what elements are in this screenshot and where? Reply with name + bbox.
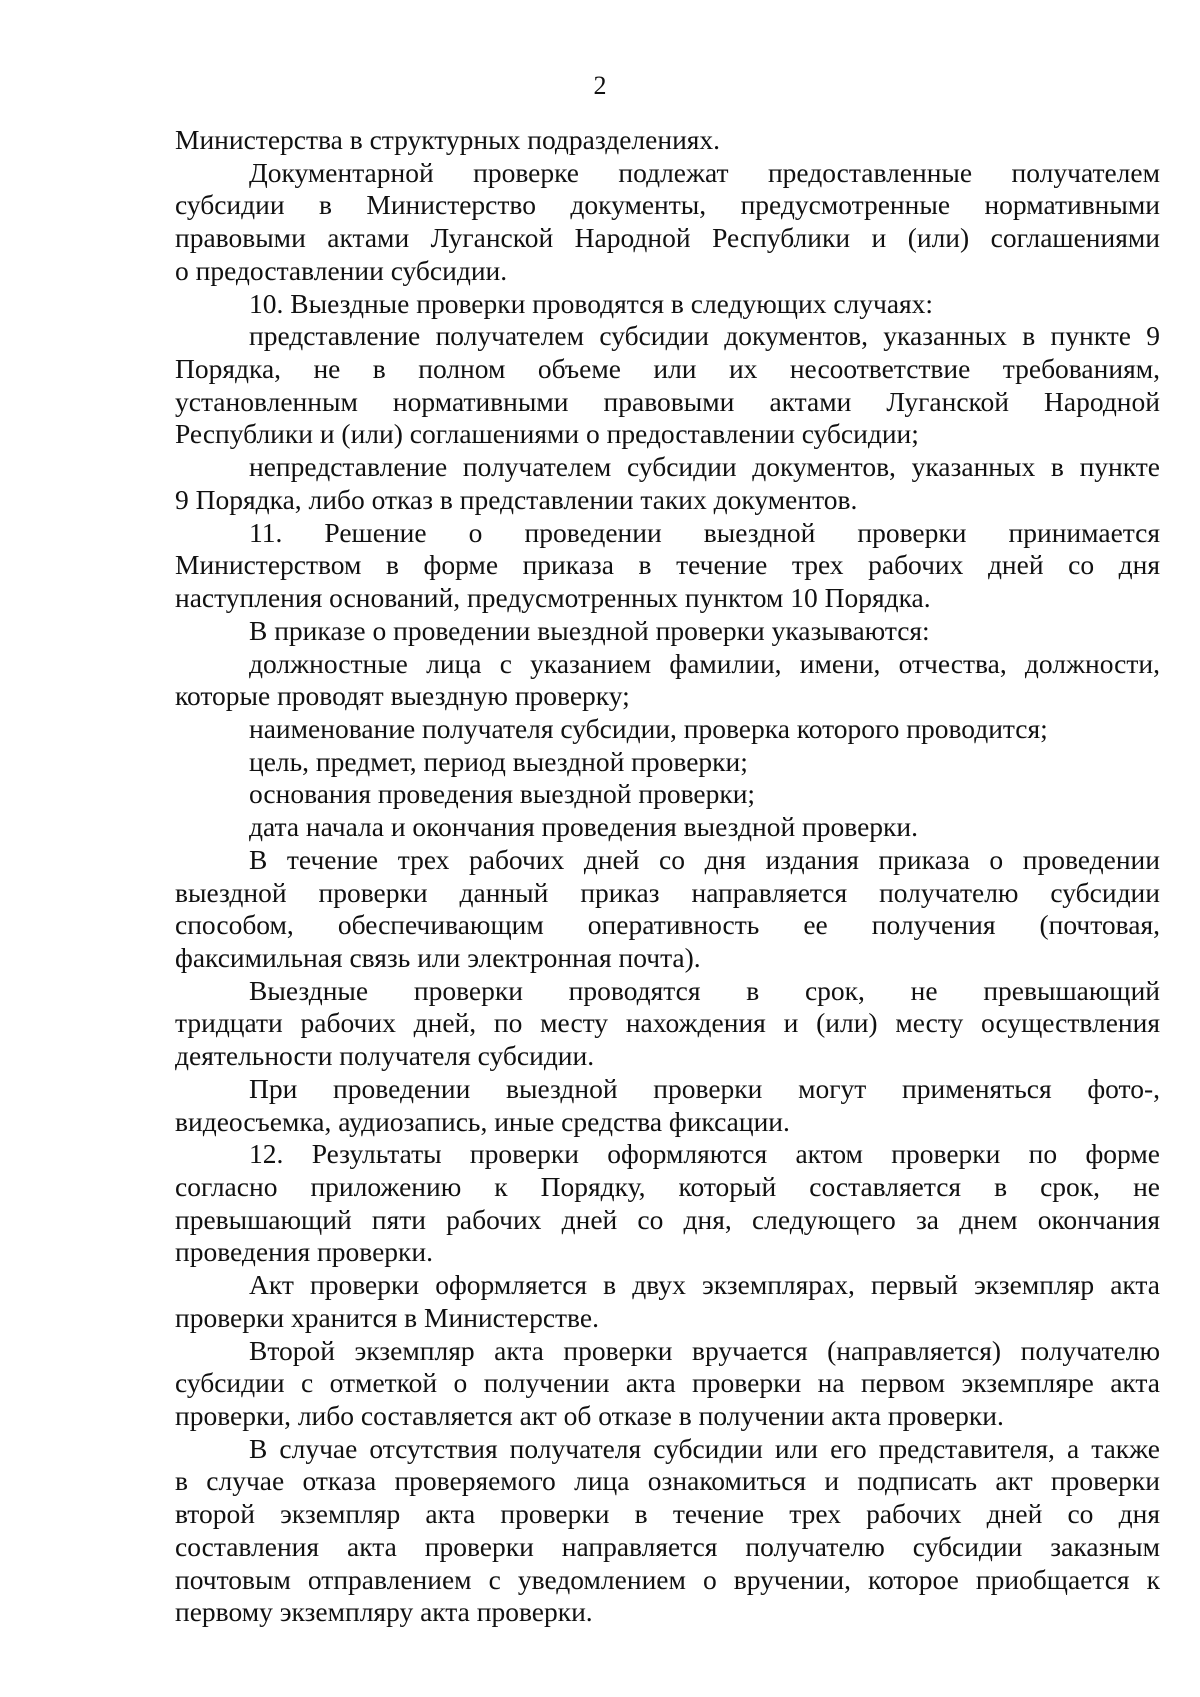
text-line: должностные лица с указанием фамилии, имени, отчества, должности, xyxy=(249,647,1160,679)
page-number: 2 xyxy=(593,71,607,100)
text-line: согласно приложению к Порядку, который составляется в срок, не xyxy=(175,1171,1160,1202)
text-line: правовыми актами Луганской Народной Республики и (или) соглашениями xyxy=(175,222,1160,254)
text-line: основания проведения выездной проверки; xyxy=(249,778,756,810)
text-line: Республики и (или) соглашениями о предоставлении субсидии; xyxy=(175,418,919,450)
text-line: 9 Порядка, либо отказ в представлении таких документов. xyxy=(175,483,858,515)
text-line: выездной проверки данный приказ направляется получателю субсидии xyxy=(175,876,1160,908)
text-line: Министерства в структурных подразделениях. xyxy=(175,124,721,155)
document-body xyxy=(175,124,1160,1629)
text-line: в случае отказа проверяемого лица ознакомиться и подписать акт проверки xyxy=(175,1465,1160,1497)
text-line: дата начала и окончания проведения выездной проверки. xyxy=(249,811,918,843)
text-line: деятельности получателя субсидии. xyxy=(175,1040,595,1072)
text-line: которые проводят выездную проверку; xyxy=(175,680,630,712)
text-line: В приказе о проведении выездной проверки указываются: xyxy=(249,614,930,646)
text-line: видеосъемка, аудиозапись, иные средства фиксации. xyxy=(175,1105,790,1137)
text-line: В случае отсутствия получателя субсидии или его представителя, а также xyxy=(249,1432,1160,1464)
text-line: факсимильная связь или электронная почта). xyxy=(175,941,701,973)
text-line: первому экземпляру акта проверки. xyxy=(175,1596,593,1628)
text-line: Второй экземпляр акта проверки вручается (направляется) получателю xyxy=(249,1334,1160,1366)
text-line: Выездные проверки проводятся в срок, не превышающий xyxy=(249,974,1160,1006)
text-line: цель, предмет, период выездной проверки; xyxy=(249,745,748,777)
text-line: о предоставлении субсидии. xyxy=(175,254,508,286)
text-line: Министерством в форме приказа в течение трех рабочих дней со дня xyxy=(175,549,1160,581)
text-line: непредставление получателем субсидии документов, указанных в пункте xyxy=(249,451,1160,483)
text-line: составления акта проверки направляется получателю субсидии заказным xyxy=(175,1530,1160,1562)
text-line: превышающий пяти рабочих дней со дня, следующего за днем окончания xyxy=(175,1203,1160,1235)
text-line: установленным нормативными правовыми актами Луганской Народной xyxy=(175,385,1160,417)
text-line: тридцати рабочих дней, по месту нахождения и (или) месту осуществления xyxy=(175,1007,1160,1039)
text-line: При проведении выездной проверки могут применяться фото-, xyxy=(249,1072,1160,1104)
text-line: 11. Решение о проведении выездной проверки принимается xyxy=(249,516,1160,548)
text-line: проверки, либо составляется акт об отказе в получении акта проверки. xyxy=(175,1400,1004,1432)
text-line: наименование получателя субсидии, проверка которого проводится; xyxy=(249,712,1048,744)
text-line: 10. Выездные проверки проводятся в следующих случаях: xyxy=(249,287,934,319)
text-line: наступления оснований, предусмотренных пунктом 10 Порядка. xyxy=(175,582,931,614)
text-line: проведения проверки. xyxy=(175,1236,433,1268)
text-line: представление получателем субсидии документов, указанных в пункте 9 xyxy=(249,320,1160,352)
text-line: Документарной проверке подлежат предоставленные получателем xyxy=(249,156,1160,188)
text-line: Акт проверки оформляется в двух экземплярах, первый экземпляр акта xyxy=(249,1269,1160,1301)
text-line: субсидии в Министерство документы, предусмотренные нормативными xyxy=(175,189,1160,221)
text-line: субсидии с отметкой о получении акта проверки на первом экземпляре акта xyxy=(175,1367,1160,1399)
text-line: второй экземпляр акта проверки в течение трех рабочих дней со дня xyxy=(175,1498,1160,1530)
text-line: Порядка, не в полном объеме или их несоответствие требованиям, xyxy=(175,353,1160,385)
text-line: способом, обеспечивающим оперативность ее получения (почтовая, xyxy=(175,909,1160,941)
text-line: почтовым отправлением с уведомлением о вручении, которое приобщается к xyxy=(175,1563,1160,1595)
text-line: 12. Результаты проверки оформляются актом проверки по форме xyxy=(249,1138,1160,1170)
text-line: В течение трех рабочих дней со дня издания приказа о проведении xyxy=(249,843,1160,875)
text-line: проверки хранится в Министерстве. xyxy=(175,1301,599,1333)
